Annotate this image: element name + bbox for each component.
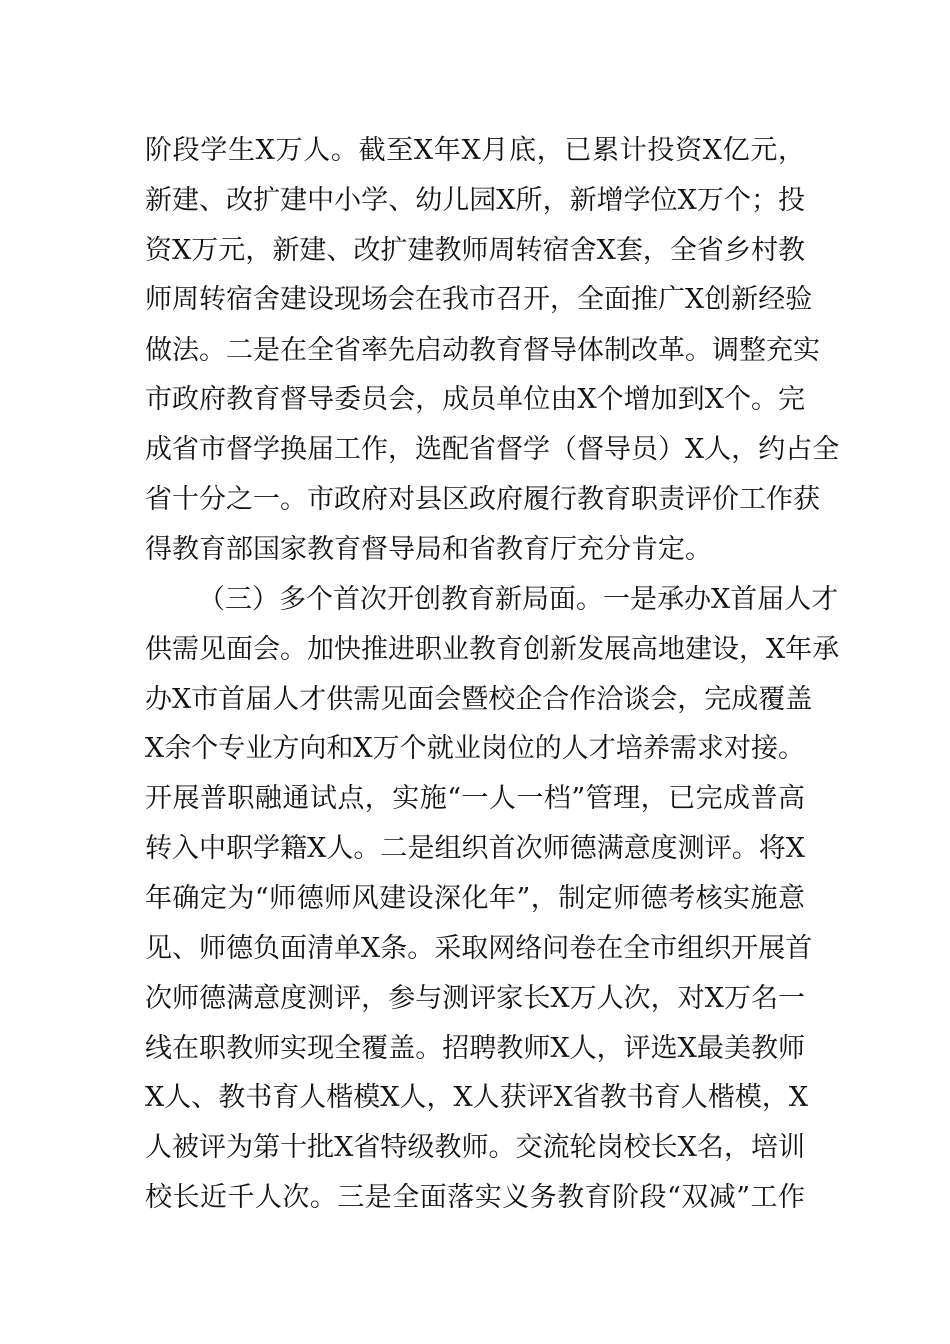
text-line: 校长近千人次。三是全面落实义务教育阶段“双减”工作: [145, 1182, 805, 1213]
text-line: 次师德满意度测评，参与测评家长X万人次，对X万名一: [145, 983, 805, 1014]
text-line: 办X市首届人才供需见面会暨校企合作洽谈会，完成覆盖: [145, 684, 813, 715]
text-line: 成省市督学换届工作，选配省督学（督导员）X人，约占全: [145, 434, 840, 465]
text-line: 转入中职学籍X人。二是组织首次师德满意度测评。将X: [145, 833, 805, 864]
text-line: 见、师德负面清单X条。采取网络问卷在全市组织开展首: [145, 933, 813, 964]
text-line: X余个专业方向和X万个就业岗位的人才培养需求对接。: [145, 733, 805, 764]
text-line: 人被评为第十批X省特级教师。交流轮岗校长X名，培训: [145, 1132, 805, 1163]
text-line: X人、教书育人楷模X人，X人获评X省教书育人楷模，X: [145, 1082, 809, 1113]
text-line: 市政府教育督导委员会，成员单位由X个增加到X个。完: [145, 384, 805, 415]
text-line: 阶段学生X万人。截至X年X月底，已累计投资X亿元，: [145, 135, 805, 166]
section-heading-line: （三）多个首次开创教育新局面。一是承办X首届人才: [198, 584, 839, 615]
text-line: 师周转宿舍建设现场会在我市召开，全面推广X创新经验: [145, 284, 813, 315]
text-line: 开展普职融通试点，实施“一人一档”管理，已完成普高: [145, 783, 805, 814]
text-line: 省十分之一。市政府对县区政府履行教育职责评价工作获: [145, 484, 820, 515]
text-line: 资X万元，新建、改扩建教师周转宿舍X套，全省乡村教: [145, 235, 805, 266]
text-line: 供需见面会。加快推进职业教育创新发展高地建设，X年承: [145, 634, 840, 665]
text-line: 年确定为“师德师风建设深化年”，制定师德考核实施意: [145, 883, 805, 914]
text-line: 新建、改扩建中小学、幼儿园X所，新增学位X万个；投: [145, 185, 805, 216]
text-line: 做法。二是在全省率先启动教育督导体制改革。调整充实: [145, 335, 820, 366]
text-line: 得教育部国家教育督导局和省教育厅充分肯定。: [145, 534, 712, 565]
text-line: 线在职教师实现全覆盖。招聘教师X人，评选X最美教师: [145, 1033, 805, 1064]
